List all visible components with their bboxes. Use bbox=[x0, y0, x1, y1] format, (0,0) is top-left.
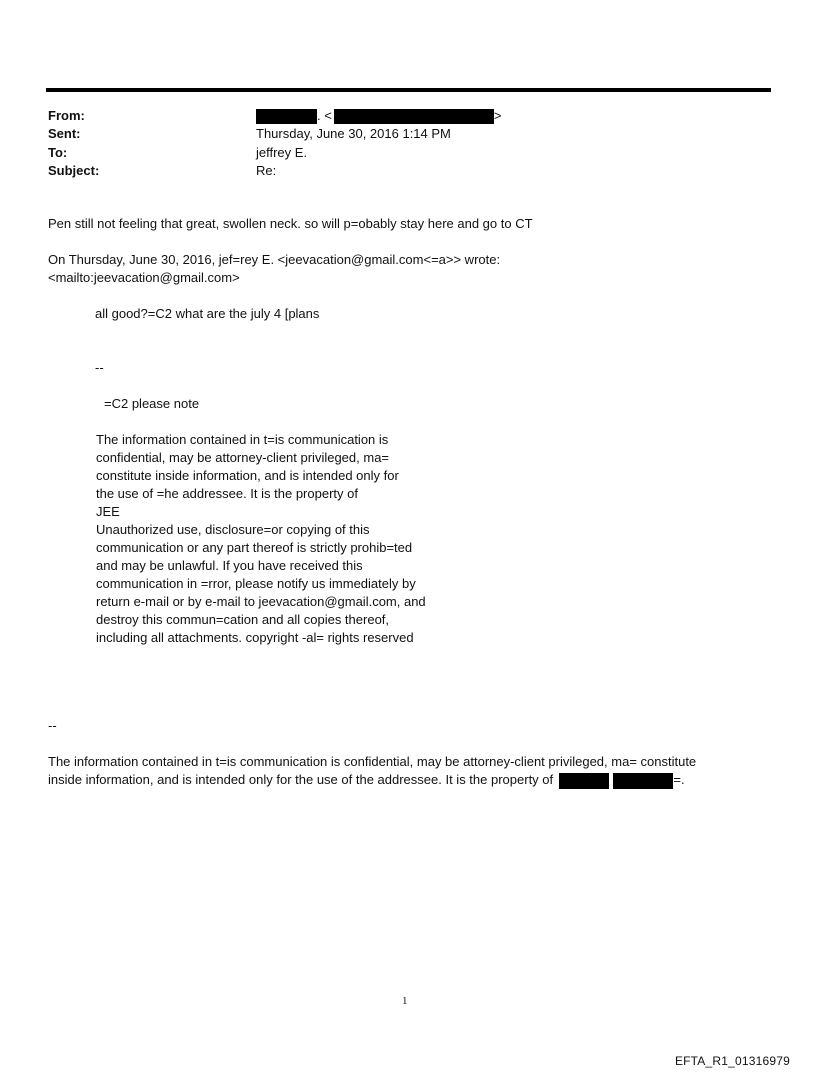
quote-mailto: <mailto:jeevacation@gmail.com> bbox=[48, 270, 240, 285]
from-value bbox=[256, 107, 501, 125]
footer-dashes: -- bbox=[48, 718, 57, 733]
subject-value: Re: bbox=[256, 163, 277, 178]
redaction-box bbox=[256, 109, 317, 124]
redaction-box bbox=[334, 109, 494, 124]
redaction-box bbox=[613, 773, 673, 789]
header-rule bbox=[46, 88, 771, 92]
disclaimer-line: Unauthorized use, disclosure=or copying of this bbox=[96, 522, 370, 537]
sent-label: Sent: bbox=[48, 126, 81, 141]
disclaimer-line: confidential, may be attorney-client privileged, ma= bbox=[96, 450, 390, 465]
footer-disclaimer-text: inside information, and is intended only for the use of the addressee. It is the property of bbox=[48, 772, 554, 787]
sent-value: Thursday, June 30, 2016 1:14 PM bbox=[256, 126, 451, 141]
disclaimer-line: return e-mail or by e-mail to jeevacation@gmail.com, and bbox=[96, 594, 426, 609]
redaction-box bbox=[559, 773, 609, 789]
quoted-disclaimer bbox=[96, 431, 456, 647]
disclaimer-line: constitute inside information, and is intended only for bbox=[96, 468, 399, 483]
disclaimer-line: and may be unlawful. If you have received this bbox=[96, 558, 363, 573]
footer-disclaimer-line: The information contained in t=is communication is confidential, may be attorney-client privileged, ma= constitute bbox=[48, 754, 697, 769]
disclaimer-line: communication or any part thereof is strictly prohib=ted bbox=[96, 540, 413, 555]
footer-disclaimer-line bbox=[48, 771, 685, 789]
disclaimer-line: including all attachments. copyright -al= rights reserved bbox=[96, 630, 414, 645]
quote-intro: On Thursday, June 30, 2016, jef=rey E. <jeevacation@gmail.com<=a>> wrote: bbox=[48, 252, 501, 267]
from-separator: . < bbox=[317, 108, 332, 123]
disclaimer-line: communication in =rror, please notify us immediately by bbox=[96, 576, 416, 591]
subject-label: Subject: bbox=[48, 163, 100, 178]
message-line: Pen still not feeling that great, swollen neck. so will p=obably stay here and go to CT bbox=[48, 216, 533, 231]
disclaimer-line: destroy this commun=cation and all copies thereof, bbox=[96, 612, 390, 627]
disclaimer-line: JEE bbox=[96, 504, 120, 519]
to-label: To: bbox=[48, 145, 68, 160]
signature-dashes: -- bbox=[95, 360, 104, 375]
bates-number: EFTA_R1_01316979 bbox=[674, 1054, 790, 1068]
to-value: jeffrey E. bbox=[256, 145, 308, 160]
footer-end: =. bbox=[673, 772, 685, 787]
disclaimer-line: The information contained in t=is communication is bbox=[96, 432, 389, 447]
please-note: =C2 please note bbox=[104, 396, 200, 411]
disclaimer-line: the use of =he addressee. It is the property of bbox=[96, 486, 358, 501]
page-number: 1 bbox=[402, 995, 408, 1007]
quoted-question: all good?=C2 what are the july 4 [plans bbox=[95, 306, 320, 321]
from-label: From: bbox=[48, 108, 85, 123]
from-close-bracket: > bbox=[493, 108, 502, 123]
